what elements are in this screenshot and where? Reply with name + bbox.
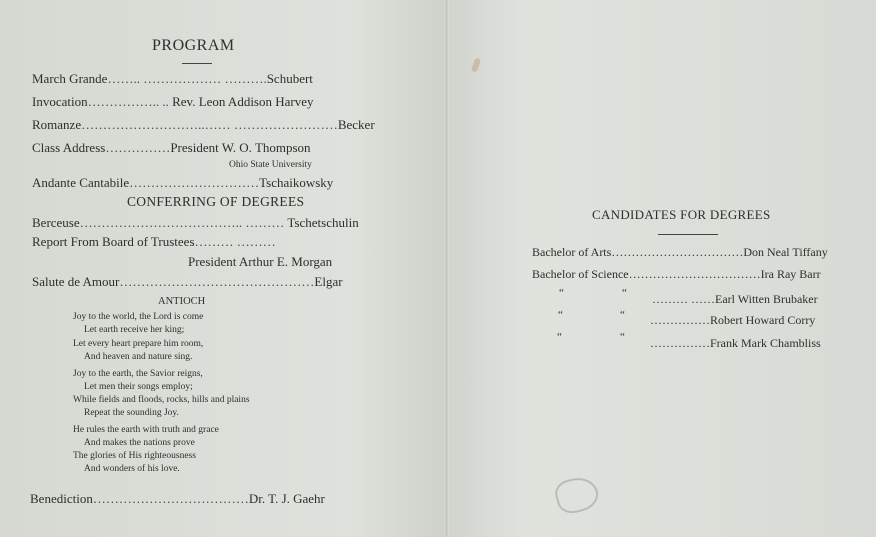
hymn-line: He rules the earth with truth and grace — [73, 425, 219, 435]
ditto-mark: “ — [620, 331, 625, 343]
candidates-title: CANDIDATES FOR DEGREES — [592, 207, 771, 222]
candidate-row: Bachelor of Arts……………………………Don Neal Tiffany — [532, 245, 828, 259]
candidate-row: ……………Frank Mark Chambliss — [650, 336, 821, 350]
pencil-mark — [552, 473, 601, 517]
ditto-mark: “ — [558, 309, 563, 321]
ditto-mark: “ — [557, 331, 562, 343]
ditto-mark: “ — [620, 309, 625, 321]
program-title: PROGRAM — [152, 37, 235, 54]
program-item: March Grande…….. ……………… ……….Schubert — [32, 71, 313, 86]
program-item: Salute de Amour………………………………………Elgar — [32, 274, 343, 289]
hymn-title: ANTIOCH — [158, 296, 206, 307]
hymn-line: And makes the nations prove — [84, 438, 195, 448]
program-item: Class Address……………President W. O. Thompson — [32, 140, 311, 155]
hymn-line: The glories of His righteousness — [73, 451, 196, 461]
hymn-line: Let men their songs employ; — [84, 382, 193, 392]
section-heading: CONFERRING OF DEGREES — [127, 194, 305, 209]
hymn-line: Repeat the sounding Joy. — [84, 408, 179, 418]
title-rule — [658, 234, 718, 235]
program-item: Invocation…………….. .. Rev. Leon Addison Harvey — [32, 94, 314, 109]
hymn-line: And heaven and nature sing. — [84, 352, 193, 362]
hymn-line: Joy to the world, the Lord is come — [73, 312, 204, 322]
program-item: Romanze………………………..…… ……………………Becker — [32, 117, 375, 132]
ditto-mark: “ — [559, 287, 564, 299]
ditto-mark: “ — [622, 287, 627, 299]
program-item: Report From Board of Trustees……… ……… — [32, 234, 276, 249]
hymn-line: While fields and floods, rocks, hills and plains — [73, 395, 250, 405]
program-item: Benediction………………………………Dr. T. J. Gaehr — [30, 491, 325, 506]
hymn-line: Let every heart prepare him room, — [73, 339, 204, 349]
hymn-line: Let earth receive her king; — [84, 325, 185, 335]
hymn-line: Joy to the earth, the Savior reigns, — [73, 369, 203, 379]
title-rule — [182, 63, 212, 64]
stain — [471, 57, 481, 72]
page-fold — [446, 0, 449, 537]
hymn-line: And wonders of his love. — [84, 464, 180, 474]
program-item: Berceuse……………………………….. ……… Tschetschulin — [32, 215, 359, 230]
trustees-name: President Arthur E. Morgan — [188, 254, 333, 269]
candidate-row: ……………Robert Howard Corry — [650, 313, 816, 327]
candidate-row: Bachelor of Science……………………………Ira Ray Barr — [532, 267, 821, 281]
affiliation-note: Ohio State University — [229, 160, 312, 170]
candidate-row: ……… ……Earl Witten Brubaker — [652, 292, 818, 306]
program-item: Andante Cantabile…………………………Tschaikowsky — [32, 175, 334, 190]
